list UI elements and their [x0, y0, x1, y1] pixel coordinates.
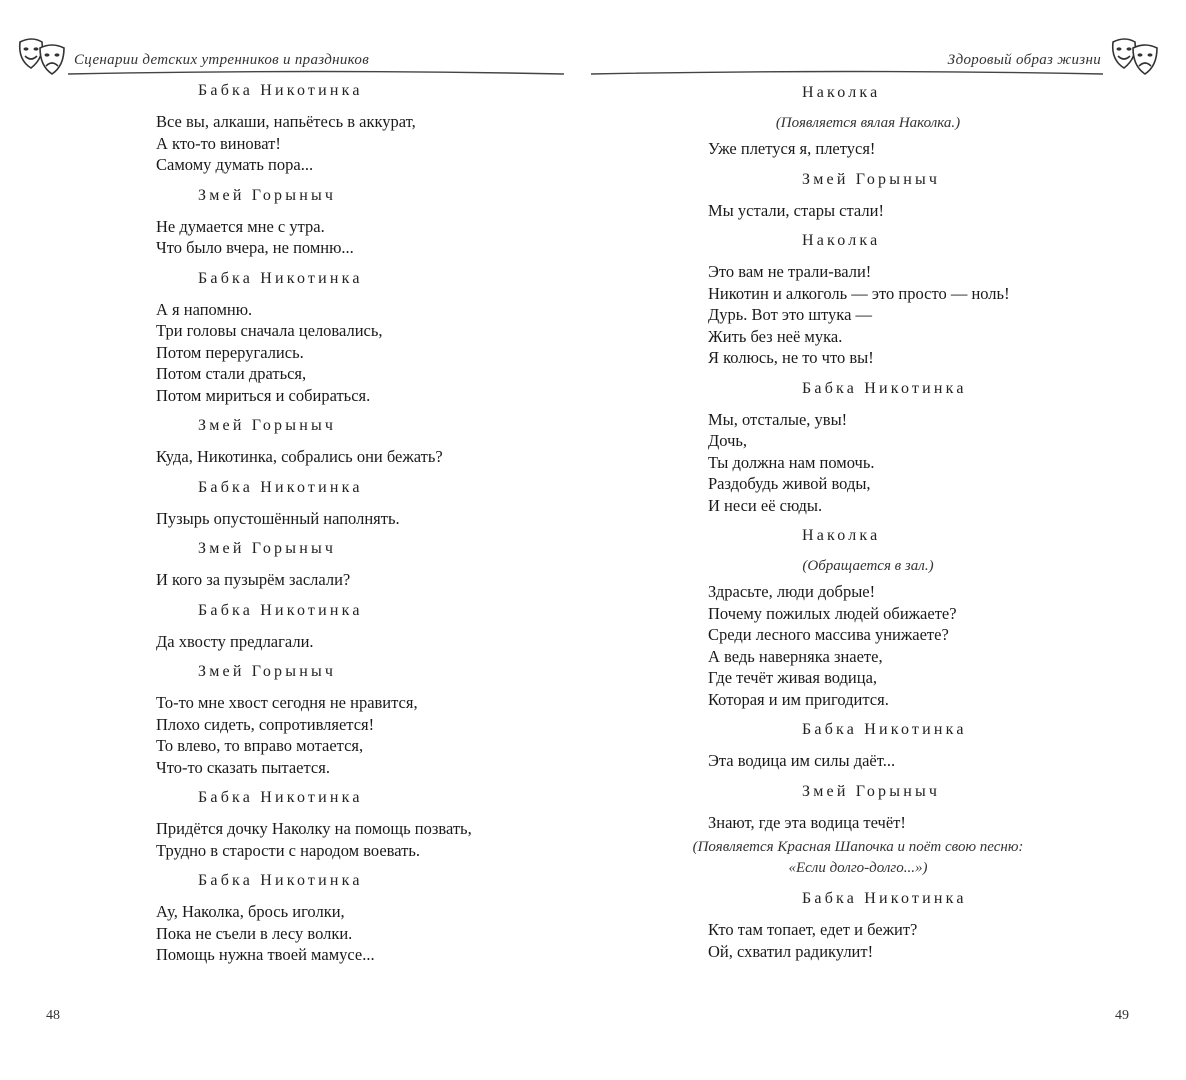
speaker-name: Наколка [802, 84, 881, 101]
dialogue-line: Это вам не трали-вали! [708, 262, 872, 281]
dialogue-line: Придётся дочку Наколку на помощь позвать, [156, 819, 472, 838]
page-number: 48 [46, 1008, 60, 1023]
speaker-name: Бабка Никотинка [198, 478, 363, 496]
dialogue-line: А кто-то виноват! [156, 133, 281, 153]
dialogue-line: Трудно в старости с народом воевать. [156, 840, 420, 860]
dialogue-block [156, 185, 576, 259]
dialogue-block [708, 82, 1138, 160]
dialogue-line: То-то мне хвост сегодня не нравится, [156, 693, 418, 712]
theater-masks-icon [14, 34, 70, 82]
dialogue-line: Уже плетуся я, плетуся! [708, 139, 876, 158]
page-number: 49 [1115, 1008, 1129, 1023]
dialogue-block [156, 600, 576, 653]
dialogue-line: Дурь. Вот это штука — [708, 305, 873, 324]
speaker-name: Бабка Никотинка [198, 269, 363, 287]
dialogue-block [692, 781, 1138, 880]
header-rule [591, 68, 1103, 78]
speaker-name: Змей Горыныч [198, 186, 337, 204]
dialogue-line: И неси её сюды. [708, 495, 823, 515]
stage-direction: (Обращается в зал.) [802, 558, 934, 574]
dialogue-block [156, 870, 576, 966]
speaker-name: Бабка Никотинка [198, 601, 363, 619]
speaker-name: Бабка Никотинка [198, 789, 363, 806]
dialogue-line: Почему пожилых людей обижаете? [708, 603, 957, 623]
dialogue-line: То влево, то вправо мотается, [156, 736, 364, 755]
header-rule [68, 68, 564, 78]
dialogue-line: Пузырь опустошённый наполнять. [156, 508, 400, 528]
dialogue-line: Потом стали драться, [156, 364, 307, 383]
dialogue-line: Которая и им пригодится. [708, 689, 889, 709]
right-page [593, 0, 1186, 1080]
theater-masks-icon [1107, 34, 1163, 82]
running-header [14, 28, 554, 88]
dialogue-line: Все вы, алкаши, напьётесь в аккурат, [156, 112, 416, 131]
dialogue-line: Потом переругались. [156, 342, 304, 362]
dialogue-block [156, 477, 576, 530]
dialogue-line: А я напомню. [156, 299, 253, 319]
speaker-name: Наколка [802, 527, 881, 544]
dialogue-line: Куда, Никотинка, собрались они бежать? [156, 447, 443, 466]
dialogue-line: Плохо сидеть, сопротивляется! [156, 714, 375, 734]
dialogue-line: Эта водица им силы даёт... [708, 751, 896, 770]
dialogue-block [708, 230, 1138, 369]
dialogue-block [156, 415, 576, 468]
dialogue-line: Что было вчера, не помню... [156, 238, 354, 257]
speaker-name: Змей Горыныч [198, 663, 337, 680]
dialogue-line: Кто там топает, едет и бежит? [708, 920, 918, 939]
right-dialogue [692, 82, 1138, 971]
dialogue-line: А ведь наверняка знаете, [708, 646, 883, 666]
dialogue-line: Самому думать пора... [156, 155, 314, 174]
stage-direction: «Если долго-долго...») [788, 860, 928, 876]
dialogue-line: Где течёт живая водица, [708, 668, 878, 687]
dialogue-line: Да хвосту предлагали. [156, 631, 314, 651]
speaker-name: Бабка Никотинка [198, 82, 363, 99]
dialogue-line: Пока не съели в лесу волки. [156, 923, 353, 943]
speaker-name: Бабка Никотинка [802, 890, 967, 907]
speaker-name: Наколка [802, 232, 881, 249]
dialogue-block [708, 719, 1138, 772]
stage-direction: (Появляется Красная Шапочка и поёт свою песню: [692, 839, 1024, 855]
speaker-name: Бабка Никотинка [802, 721, 967, 738]
dialogue-line: Ты должна нам помочь. [708, 452, 875, 472]
speaker-name: Змей Горыныч [198, 417, 337, 434]
left-dialogue [156, 80, 576, 975]
running-header [593, 28, 1163, 88]
dialogue-line: Не думается мне с утра. [156, 216, 325, 236]
stage-direction: (Появляется вялая Наколка.) [775, 115, 961, 131]
dialogue-block [156, 661, 576, 778]
dialogue-line: И кого за пузырём заслали? [156, 570, 351, 589]
dialogue-line: Я колюсь, не то что вы! [708, 348, 874, 367]
dialogue-line: Среди лесного массива унижаете? [708, 625, 949, 644]
dialogue-block [156, 787, 576, 861]
dialogue-line: Что-то сказать пытается. [156, 757, 330, 777]
dialogue-line: Мы устали, стары стали! [708, 200, 884, 220]
speaker-name: Змей Горыныч [802, 170, 941, 188]
header-title: Сценарии детских утренников и праздников [74, 52, 369, 68]
dialogue-line: Жить без неё мука. [708, 326, 843, 346]
dialogue-block [708, 378, 1138, 517]
header-title: Здоровый образ жизни [947, 52, 1101, 68]
dialogue-line: Потом мириться и собираться. [156, 385, 371, 405]
speaker-name: Бабка Никотинка [198, 872, 363, 889]
speaker-name: Змей Горыныч [802, 782, 941, 800]
dialogue-line: Дочь, [708, 431, 748, 450]
dialogue-line: Ау, Наколка, брось иголки, [156, 902, 345, 921]
dialogue-line: Здрасьте, люди добрые! [708, 582, 876, 601]
dialogue-line: Ой, схватил радикулит! [708, 941, 874, 961]
dialogue-line: Никотин и алкоголь — это просто — ноль! [708, 283, 1010, 303]
dialogue-line: Помощь нужна твоей мамусе... [156, 945, 375, 964]
speaker-name: Бабка Никотинка [802, 379, 967, 397]
dialogue-line: Мы, отсталые, увы! [708, 409, 848, 429]
dialogue-block [156, 268, 576, 407]
dialogue-block [156, 80, 576, 176]
dialogue-line: Знают, где эта водица течёт! [708, 812, 906, 832]
dialogue-line: Три головы сначала целовались, [156, 321, 383, 340]
dialogue-line: Раздобудь живой воды, [708, 474, 871, 493]
dialogue-block [708, 525, 1138, 710]
dialogue-block [156, 538, 576, 591]
dialogue-block [708, 888, 1138, 962]
speaker-name: Змей Горыныч [198, 540, 337, 557]
dialogue-block [708, 169, 1138, 222]
